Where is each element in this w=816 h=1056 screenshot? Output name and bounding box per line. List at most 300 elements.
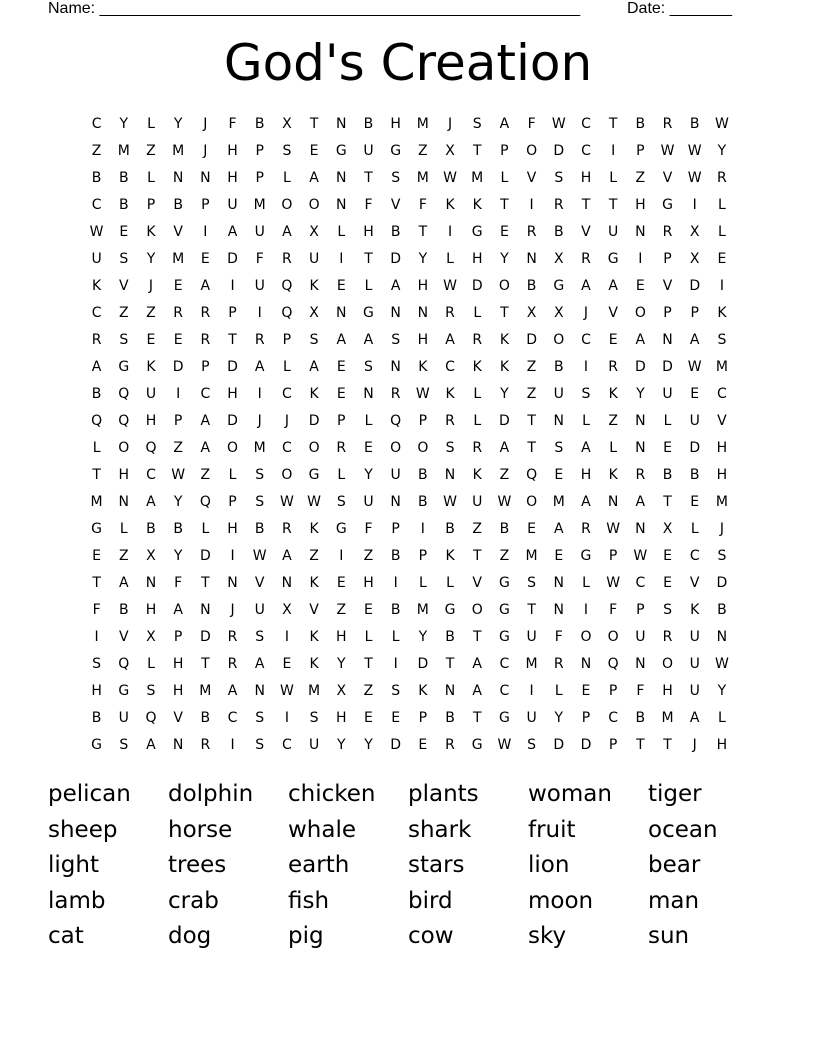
grid-letter: Y (717, 143, 727, 159)
grid-letter: A (227, 224, 238, 240)
grid-letter: T (472, 710, 482, 726)
grid-letter: A (499, 440, 510, 456)
grid-letter: T (581, 197, 591, 213)
grid-letter: N (254, 683, 265, 699)
grid-letter: J (230, 602, 235, 618)
grid-letter: X (445, 143, 455, 159)
grid-letter: L (92, 440, 101, 456)
grid-letter: Z (118, 548, 129, 564)
grid-letter: W (714, 656, 729, 672)
grid-letter: R (91, 332, 102, 348)
grid-letter: C (581, 116, 591, 132)
grid-letter: E (364, 440, 373, 456)
grid-letter: R (662, 116, 673, 132)
grid-letter: Q (199, 494, 211, 510)
grid-letter: V (608, 305, 618, 321)
grid-letter: R (254, 332, 265, 348)
grid-letter: I (529, 683, 534, 699)
worksheet-header (0, 0, 816, 20)
grid-letter: H (227, 170, 238, 186)
grid-letter: C (635, 575, 646, 591)
grid-letter: X (282, 116, 292, 132)
grid-letter: A (227, 683, 238, 699)
grid-letter: A (146, 737, 156, 753)
grid-letter: Z (146, 305, 156, 321)
word-list-item: earth (288, 852, 350, 878)
grid-letter: P (146, 197, 156, 213)
grid-letter: C (282, 440, 292, 456)
grid-letter: N (336, 197, 347, 213)
grid-letter: P (608, 683, 618, 699)
grid-letter: C (689, 548, 700, 564)
grid-letter: B (254, 521, 265, 537)
grid-letter: Y (717, 683, 727, 699)
grid-letter: W (687, 359, 702, 375)
grid-letter: H (363, 224, 374, 240)
grid-letter: R (282, 521, 292, 537)
grid-letter: M (308, 683, 321, 699)
grid-letter: A (282, 548, 292, 564)
grid-letter: Z (118, 305, 129, 321)
grid-letter: Q (145, 710, 157, 726)
grid-letter: D (499, 413, 510, 429)
word-list-item: fruit (528, 816, 576, 843)
grid-row (83, 219, 736, 246)
grid-letter: S (391, 170, 401, 186)
grid-letter: S (554, 170, 564, 186)
grid-letter: J (284, 413, 289, 429)
grid-letter: S (445, 440, 455, 456)
grid-letter: K (608, 467, 618, 483)
grid-letter: K (418, 359, 428, 375)
grid-letter: K (309, 629, 319, 645)
grid-letter: A (309, 170, 319, 186)
grid-letter: R (717, 170, 727, 186)
grid-letter: J (719, 521, 724, 537)
page-title: God's Creation (223, 34, 593, 92)
grid-row (83, 165, 736, 192)
word-list-item: shark (408, 816, 472, 843)
grid-letter: B (689, 467, 700, 483)
grid-letter: K (499, 332, 509, 348)
grid-row (83, 111, 736, 138)
grid-letter: O (580, 629, 592, 645)
grid-letter: B (526, 278, 537, 294)
grid-letter: O (118, 440, 130, 456)
grid-letter: U (662, 386, 673, 402)
grid-letter: L (473, 305, 482, 321)
grid-letter: Z (608, 413, 618, 429)
grid-letter: W (687, 143, 702, 159)
grid-letter: B (445, 710, 455, 726)
grid-letter: R (282, 251, 292, 267)
grid-letter: I (611, 143, 616, 159)
word-list-item: fish (288, 887, 330, 914)
grid-letter: E (690, 494, 700, 510)
grid-letter: C (717, 386, 727, 402)
grid-letter: E (663, 575, 672, 591)
grid-letter: T (228, 332, 237, 348)
grid-letter: M (172, 251, 185, 267)
grid-letter: I (719, 278, 724, 294)
grid-letter: B (717, 602, 727, 618)
grid-letter: A (254, 359, 265, 375)
grid-letter: F (609, 602, 618, 618)
grid-letter: A (581, 494, 591, 510)
grid-letter: L (147, 116, 155, 132)
grid-letter: B (390, 548, 401, 564)
grid-letter: V (173, 224, 183, 240)
grid-letter: S (527, 737, 537, 753)
grid-row (83, 435, 736, 462)
grid-letter: S (92, 656, 102, 672)
grid-letter: P (173, 629, 183, 645)
grid-letter: L (609, 170, 618, 186)
grid-letter: N (336, 116, 347, 132)
grid-letter: N (172, 737, 184, 753)
word-list-item: sheep (48, 816, 118, 843)
grid-letter: E (200, 251, 210, 267)
grid-letter: B (91, 710, 102, 726)
grid-letter: M (172, 143, 185, 159)
grid-letter: S (581, 386, 591, 402)
grid-letter: A (363, 332, 374, 348)
grid-letter: E (608, 332, 618, 348)
grid-letter: M (416, 602, 429, 618)
grid-letter: L (446, 575, 454, 591)
grid-letter: W (171, 467, 186, 483)
grid-letter: X (309, 305, 319, 321)
grid-letter: L (337, 467, 346, 483)
grid-letter: A (581, 440, 591, 456)
grid-letter: B (445, 521, 455, 537)
grid-letter: E (282, 656, 292, 672)
grid-letter: L (364, 413, 373, 429)
grid-letter: H (363, 575, 374, 591)
grid-letter: P (255, 143, 264, 159)
grid-letter: P (228, 305, 237, 321)
grid-letter: T (92, 467, 101, 483)
grid-letter: Q (281, 305, 293, 321)
grid-letter: K (309, 278, 319, 294)
grid-letter: R (200, 305, 211, 321)
grid-letter: R (553, 197, 564, 213)
grid-letter: X (282, 602, 292, 618)
grid-letter: E (92, 548, 102, 564)
grid-letter: O (526, 143, 538, 159)
grid-letter: S (309, 332, 319, 348)
grid-letter: K (472, 197, 482, 213)
grid-letter: E (119, 224, 129, 240)
word-list-item: trees (168, 852, 227, 878)
grid-letter: B (146, 521, 156, 537)
grid-letter: T (608, 197, 618, 213)
grid-letter: L (690, 521, 699, 537)
grid-letter: B (445, 629, 455, 645)
grid-letter: R (445, 413, 455, 429)
grid-letter: V (309, 602, 319, 618)
grid-letter: W (443, 170, 457, 186)
grid-letter: W (279, 494, 294, 510)
grid-letter: O (634, 305, 646, 321)
grid-letter: L (147, 170, 155, 186)
grid-letter: A (635, 494, 646, 510)
grid-letter: R (227, 656, 238, 672)
grid-letter: R (227, 629, 238, 645)
grid-letter: J (692, 737, 697, 753)
grid-letter: U (526, 710, 537, 726)
grid-letter: E (581, 683, 591, 699)
grid-letter: U (91, 251, 102, 267)
grid-letter: W (279, 683, 294, 699)
grid-letter: L (554, 683, 563, 699)
grid-letter: U (118, 710, 129, 726)
grid-letter: E (364, 602, 373, 618)
grid-letter: E (391, 710, 401, 726)
grid-letter: Q (607, 656, 619, 672)
grid-letter: S (119, 332, 129, 348)
grid-letter: L (283, 170, 291, 186)
grid-letter: M (525, 548, 538, 564)
grid-letter: H (227, 386, 238, 402)
grid-letter: K (445, 548, 455, 564)
grid-letter: E (554, 467, 564, 483)
grid-letter: Z (363, 683, 374, 699)
grid-letter: C (282, 737, 292, 753)
grid-letter: G (390, 143, 402, 159)
grid-letter: F (174, 575, 183, 591)
grid-letter: D (390, 737, 402, 753)
grid-letter: R (472, 440, 483, 456)
grid-letter: J (203, 143, 208, 159)
grid-letter: U (553, 386, 564, 402)
grid-letter: Q (526, 467, 538, 483)
grid-letter: N (145, 575, 157, 591)
grid-letter: N (444, 683, 456, 699)
grid-letter: H (145, 413, 157, 429)
grid-letter: P (418, 710, 428, 726)
grid-letter: K (445, 197, 455, 213)
grid-letter: H (635, 197, 646, 213)
grid-letter: T (445, 656, 455, 672)
grid-letter: A (608, 278, 618, 294)
grid-letter: C (227, 710, 238, 726)
grid-letter: I (257, 305, 262, 321)
grid-letter: S (255, 737, 265, 753)
grid-letter: R (662, 224, 673, 240)
grid-letter: M (715, 359, 728, 375)
grid-letter: E (173, 332, 183, 348)
grid-letter: B (689, 116, 700, 132)
grid-letter: E (146, 332, 156, 348)
grid-letter: K (309, 521, 319, 537)
grid-letter: G (118, 359, 130, 375)
grid-letter: H (172, 656, 184, 672)
grid-letter: O (498, 278, 510, 294)
grid-row (83, 192, 736, 219)
grid-letter: R (581, 251, 591, 267)
grid-letter: H (336, 629, 347, 645)
grid-letter: R (472, 332, 483, 348)
grid-letter: H (390, 116, 401, 132)
grid-letter: H (172, 683, 184, 699)
grid-letter: N (336, 170, 347, 186)
grid-letter: I (257, 386, 262, 402)
grid-letter: N (635, 224, 646, 240)
grid-letter: X (146, 629, 156, 645)
letter-grid (83, 111, 736, 759)
grid-letter: S (336, 494, 346, 510)
grid-letter: U (363, 143, 374, 159)
grid-letter: A (91, 359, 102, 375)
grid-letter: P (581, 710, 591, 726)
grid-letter: E (418, 737, 428, 753)
grid-letter: B (390, 602, 401, 618)
grid-letter: A (445, 332, 455, 348)
grid-letter: T (201, 575, 210, 591)
grid-letter: B (418, 467, 428, 483)
grid-letter: G (308, 467, 320, 483)
grid-letter: T (472, 548, 482, 564)
grid-letter: D (227, 359, 238, 375)
grid-letter: G (335, 143, 347, 159)
grid-letter: O (308, 197, 320, 213)
grid-letter: Y (146, 251, 156, 267)
grid-letter: D (471, 278, 483, 294)
grid-letter: H (417, 278, 429, 294)
grid-letter: D (390, 251, 402, 267)
grid-letter: J (583, 305, 589, 321)
grid-letter: H (716, 737, 728, 753)
grid-letter: S (663, 602, 672, 618)
word-list-item: light (48, 852, 99, 878)
grid-letter: A (635, 332, 646, 348)
grid-letter: I (284, 629, 289, 645)
grid-letter: P (391, 521, 400, 537)
grid-letter: Q (118, 413, 130, 429)
grid-row (83, 489, 736, 516)
grid-letter: V (689, 575, 700, 591)
grid-letter: N (444, 467, 456, 483)
grid-letter: I (94, 629, 99, 645)
grid-letter: V (662, 170, 673, 186)
grid-row (83, 597, 736, 624)
grid-letter: U (227, 197, 238, 213)
word-list-item: sun (648, 923, 690, 949)
grid-letter: D (199, 629, 211, 645)
grid-letter: U (689, 683, 700, 699)
grid-letter: N (336, 305, 347, 321)
grid-letter: Y (500, 251, 509, 267)
grid-letter: G (553, 278, 565, 294)
grid-letter: L (228, 467, 237, 483)
grid-letter: H (91, 683, 102, 699)
grid-row (83, 300, 736, 327)
grid-letter: P (690, 305, 699, 321)
grid-letter: G (580, 548, 592, 564)
grid-letter: V (581, 224, 591, 240)
grid-letter: P (500, 143, 509, 159)
grid-letter: R (581, 521, 591, 537)
grid-letter: I (284, 710, 289, 726)
grid-letter: A (689, 710, 700, 726)
grid-letter: B (254, 116, 265, 132)
grid-letter: S (527, 575, 537, 591)
grid-letter: G (471, 224, 483, 240)
grid-letter: N (662, 332, 673, 348)
grid-letter: P (663, 251, 672, 267)
grid-letter: D (634, 359, 646, 375)
grid-letter: I (393, 656, 398, 672)
grid-letter: C (445, 359, 455, 375)
grid-letter: W (497, 494, 512, 510)
grid-letter: I (176, 386, 181, 402)
grid-letter: G (498, 710, 510, 726)
grid-letter: U (308, 251, 320, 267)
grid-letter: B (118, 170, 129, 186)
grid-letter: O (281, 467, 293, 483)
grid-letter: L (201, 521, 210, 537)
grid-letter: R (553, 656, 564, 672)
grid-letter: G (607, 251, 619, 267)
grid-letter: C (608, 710, 619, 726)
grid-letter: V (390, 197, 401, 213)
grid-letter: I (638, 251, 643, 267)
grid-letter: T (608, 116, 618, 132)
grid-letter: K (690, 602, 700, 618)
grid-letter: L (473, 386, 482, 402)
grid-letter: N (200, 602, 211, 618)
grid-letter: P (228, 494, 237, 510)
grid-letter: P (255, 170, 264, 186)
grid-letter: G (118, 683, 130, 699)
grid-letter: E (663, 548, 672, 564)
grid-letter: K (309, 656, 319, 672)
grid-letter: N (417, 305, 429, 321)
grid-row (83, 705, 736, 732)
grid-letter: E (309, 143, 319, 159)
grid-letter: H (471, 251, 483, 267)
grid-letter: X (526, 305, 537, 321)
grid-letter: B (173, 197, 183, 213)
grid-letter: W (252, 548, 267, 564)
grid-letter: V (717, 413, 727, 429)
grid-letter: N (118, 494, 130, 510)
grid-letter: W (687, 170, 702, 186)
grid-letter: B (418, 494, 428, 510)
grid-letter: W (606, 521, 621, 537)
grid-letter: K (499, 359, 509, 375)
grid-letter: O (417, 440, 429, 456)
grid-letter: O (308, 440, 320, 456)
grid-row (83, 651, 736, 678)
grid-letter: T (92, 575, 101, 591)
grid-letter: T (364, 170, 373, 186)
grid-letter: Q (118, 656, 130, 672)
grid-letter: L (718, 224, 726, 240)
grid-letter: A (472, 656, 482, 672)
grid-letter: R (390, 386, 401, 402)
grid-letter: U (308, 737, 320, 753)
grid-letter: Z (635, 170, 646, 186)
grid-letter: W (307, 494, 322, 510)
grid-letter: R (336, 440, 347, 456)
grid-letter: A (254, 656, 265, 672)
grid-letter: S (255, 467, 265, 483)
grid-letter: T (201, 656, 210, 672)
grid-letter: Z (526, 386, 537, 402)
grid-letter: Z (363, 548, 374, 564)
